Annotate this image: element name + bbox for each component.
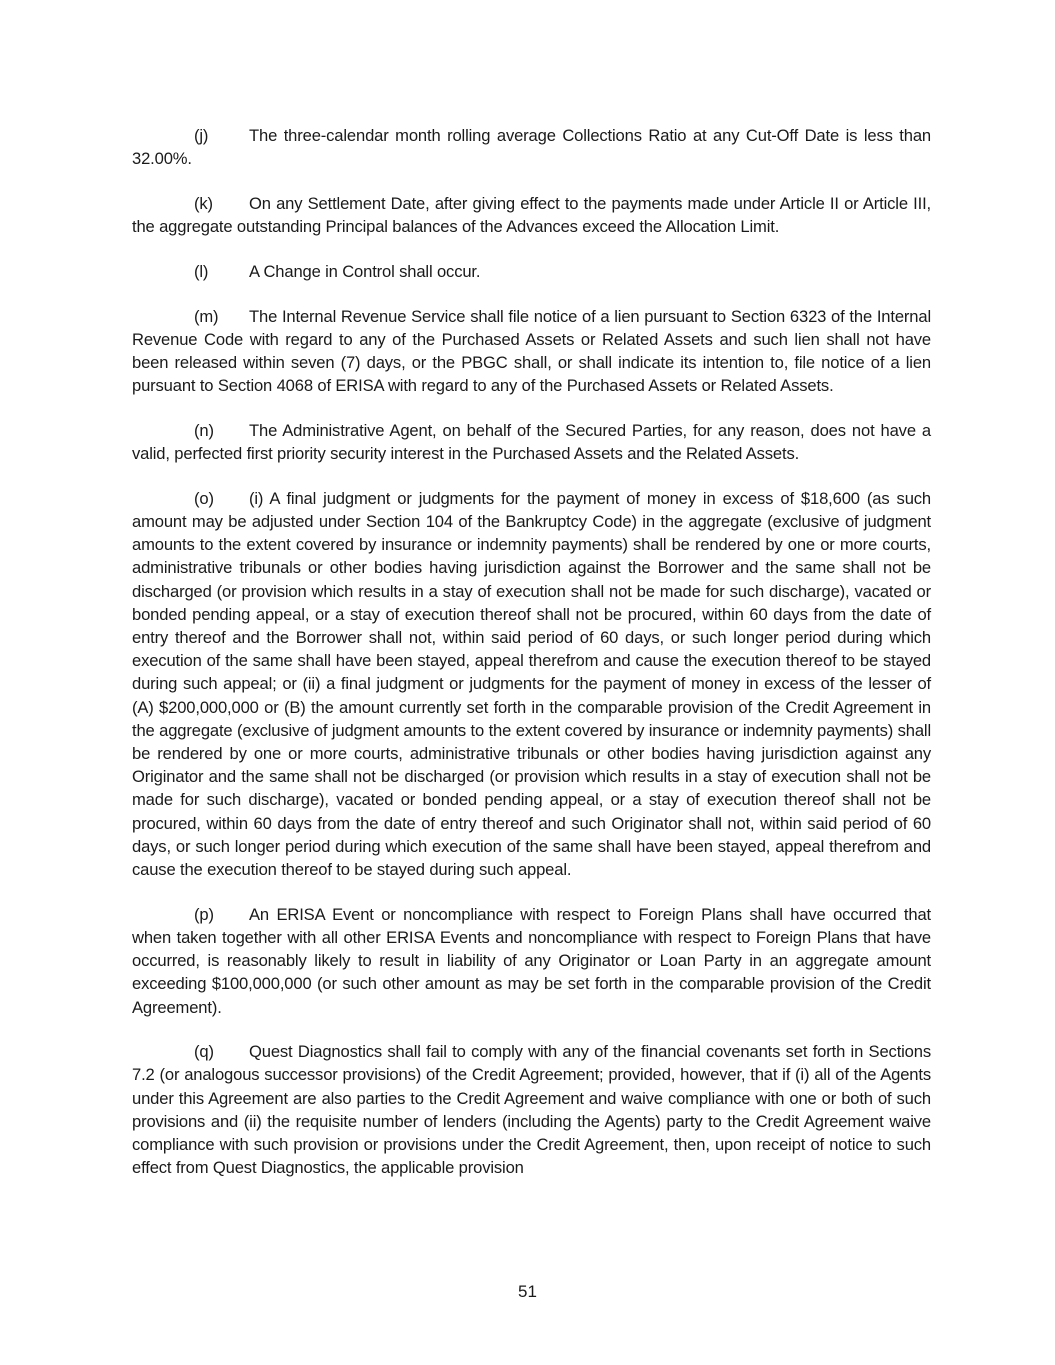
paragraph-marker: (m) (194, 306, 219, 326)
paragraph-m (132, 305, 931, 398)
paragraph-text: Quest Diagnostics shall fail to comply with any of the financial covenants set forth in Sections 7.2 (or analogous successor provisions) of the Credit Agreement; provided, however, that if (i) all of the Agents under this Agreement are also parties to the Credit Agreement and waive compliance with one or both of such provisions and (ii) the requisite number of lenders (including the Agents) party to the Credit Agreement waive compliance with such provision or provisions under the Credit Agreement, then, upon receipt of notice to such effect from Quest Diagnostics, the applicable provision (132, 1042, 931, 1178)
paragraph-marker: (n) (194, 420, 214, 440)
paragraph-marker: (o) (194, 488, 214, 508)
paragraph-text: The Internal Revenue Service shall file notice of a lien pursuant to Section 6323 of the Internal Revenue Code with regard to any of the Purchased Assets or Related Assets and such lien shall not have been released within seven (7) days, or the PBGC shall, or shall indicate its intention to, file notice of a lien pursuant to Section 4068 of ERISA with regard to any of the Purchased Assets or Related Assets. (132, 306, 931, 396)
paragraph-text: A Change in Control shall occur. (249, 261, 481, 281)
paragraph-marker: (j) (194, 126, 209, 145)
paragraph-k (132, 192, 931, 238)
document-body (132, 124, 931, 1201)
paragraph-text: On any Settlement Date, after giving effect to the payments made under Article II or Article III, the aggregate outstanding Principal balances of the Advances exceed the Allocation Limit. (132, 193, 931, 237)
paragraph-text: The Administrative Agent, on behalf of the Secured Parties, for any reason, does not have a valid, perfected first priority security interest in the Purchased Assets and the Related Assets. (132, 420, 931, 464)
paragraph-marker: (p) (194, 904, 214, 924)
paragraph-marker: (q) (194, 1042, 214, 1062)
paragraph-l (132, 260, 931, 283)
paragraph-p (132, 903, 931, 1019)
page-number: 51 (518, 1282, 537, 1301)
paragraph-marker: (l) (194, 261, 209, 281)
paragraph-q (132, 1040, 931, 1179)
paragraph-marker: (k) (194, 193, 213, 213)
paragraph-text: The three-calendar month rolling average Collections Ratio at any Cut-Off Date is less than 32.00%. (132, 126, 931, 169)
paragraph-text: An ERISA Event or noncompliance with respect to Foreign Plans shall have occurred that when taken together with all other ERISA Events and noncompliance with respect to Foreign Plans that have occurred, is reasonably likely to result in liability of any Originator or Loan Party in an aggregate amount exceeding $100,000,000 (or such other amount as may be set forth in the comparable provision of the Credit Agreement). (132, 904, 931, 1017)
paragraph-o (132, 487, 931, 881)
paragraph-text: (i) A final judgment or judgments for the payment of money in excess of $18,600 (as such amount may be adjusted under Section 104 of the Bankruptcy Code) in the aggregate (exclusive of judgment amounts to the extent covered by insurance or indemnity payments) shall be rendered by one or more courts, administrative tribunals or other bodies having jurisdiction against the Borrower and the same shall not be discharged (or provision which results in a stay of execution shall not be made for such discharge), vacated or bonded pending appeal, or a stay of execution thereof shall not be procured, within 60 days from the date of entry thereof and the Borrower shall not, within said period of 60 days, or such longer period during which execution of the same shall have been stayed, appeal therefrom and cause the execution thereof to be stayed during such appeal; or (ii) a final judgment or judgments for the payment of money in excess of the lesser of (A) $200,000,000 or (B) the amount currently set forth in the comparable provision of the Credit Agreement in the aggregate (exclusive of judgment amounts to the extent covered by insurance or indemnity payments) shall be rendered by one or more courts, administrative tribunals or other bodies having jurisdiction against any Originator and the same shall not be discharged (or provision which results in a stay of execution shall not be made for such discharge), vacated or bonded pending appeal, or a stay of execution thereof shall not be procured, within 60 days from the date of entry thereof and such Originator shall not, within said period of 60 days, or such longer period during which execution of the same shall have been stayed, appeal therefrom and cause the execution thereof to be stayed during such appeal. (132, 488, 931, 879)
paragraph-n (132, 419, 931, 465)
paragraph-j (132, 124, 931, 170)
